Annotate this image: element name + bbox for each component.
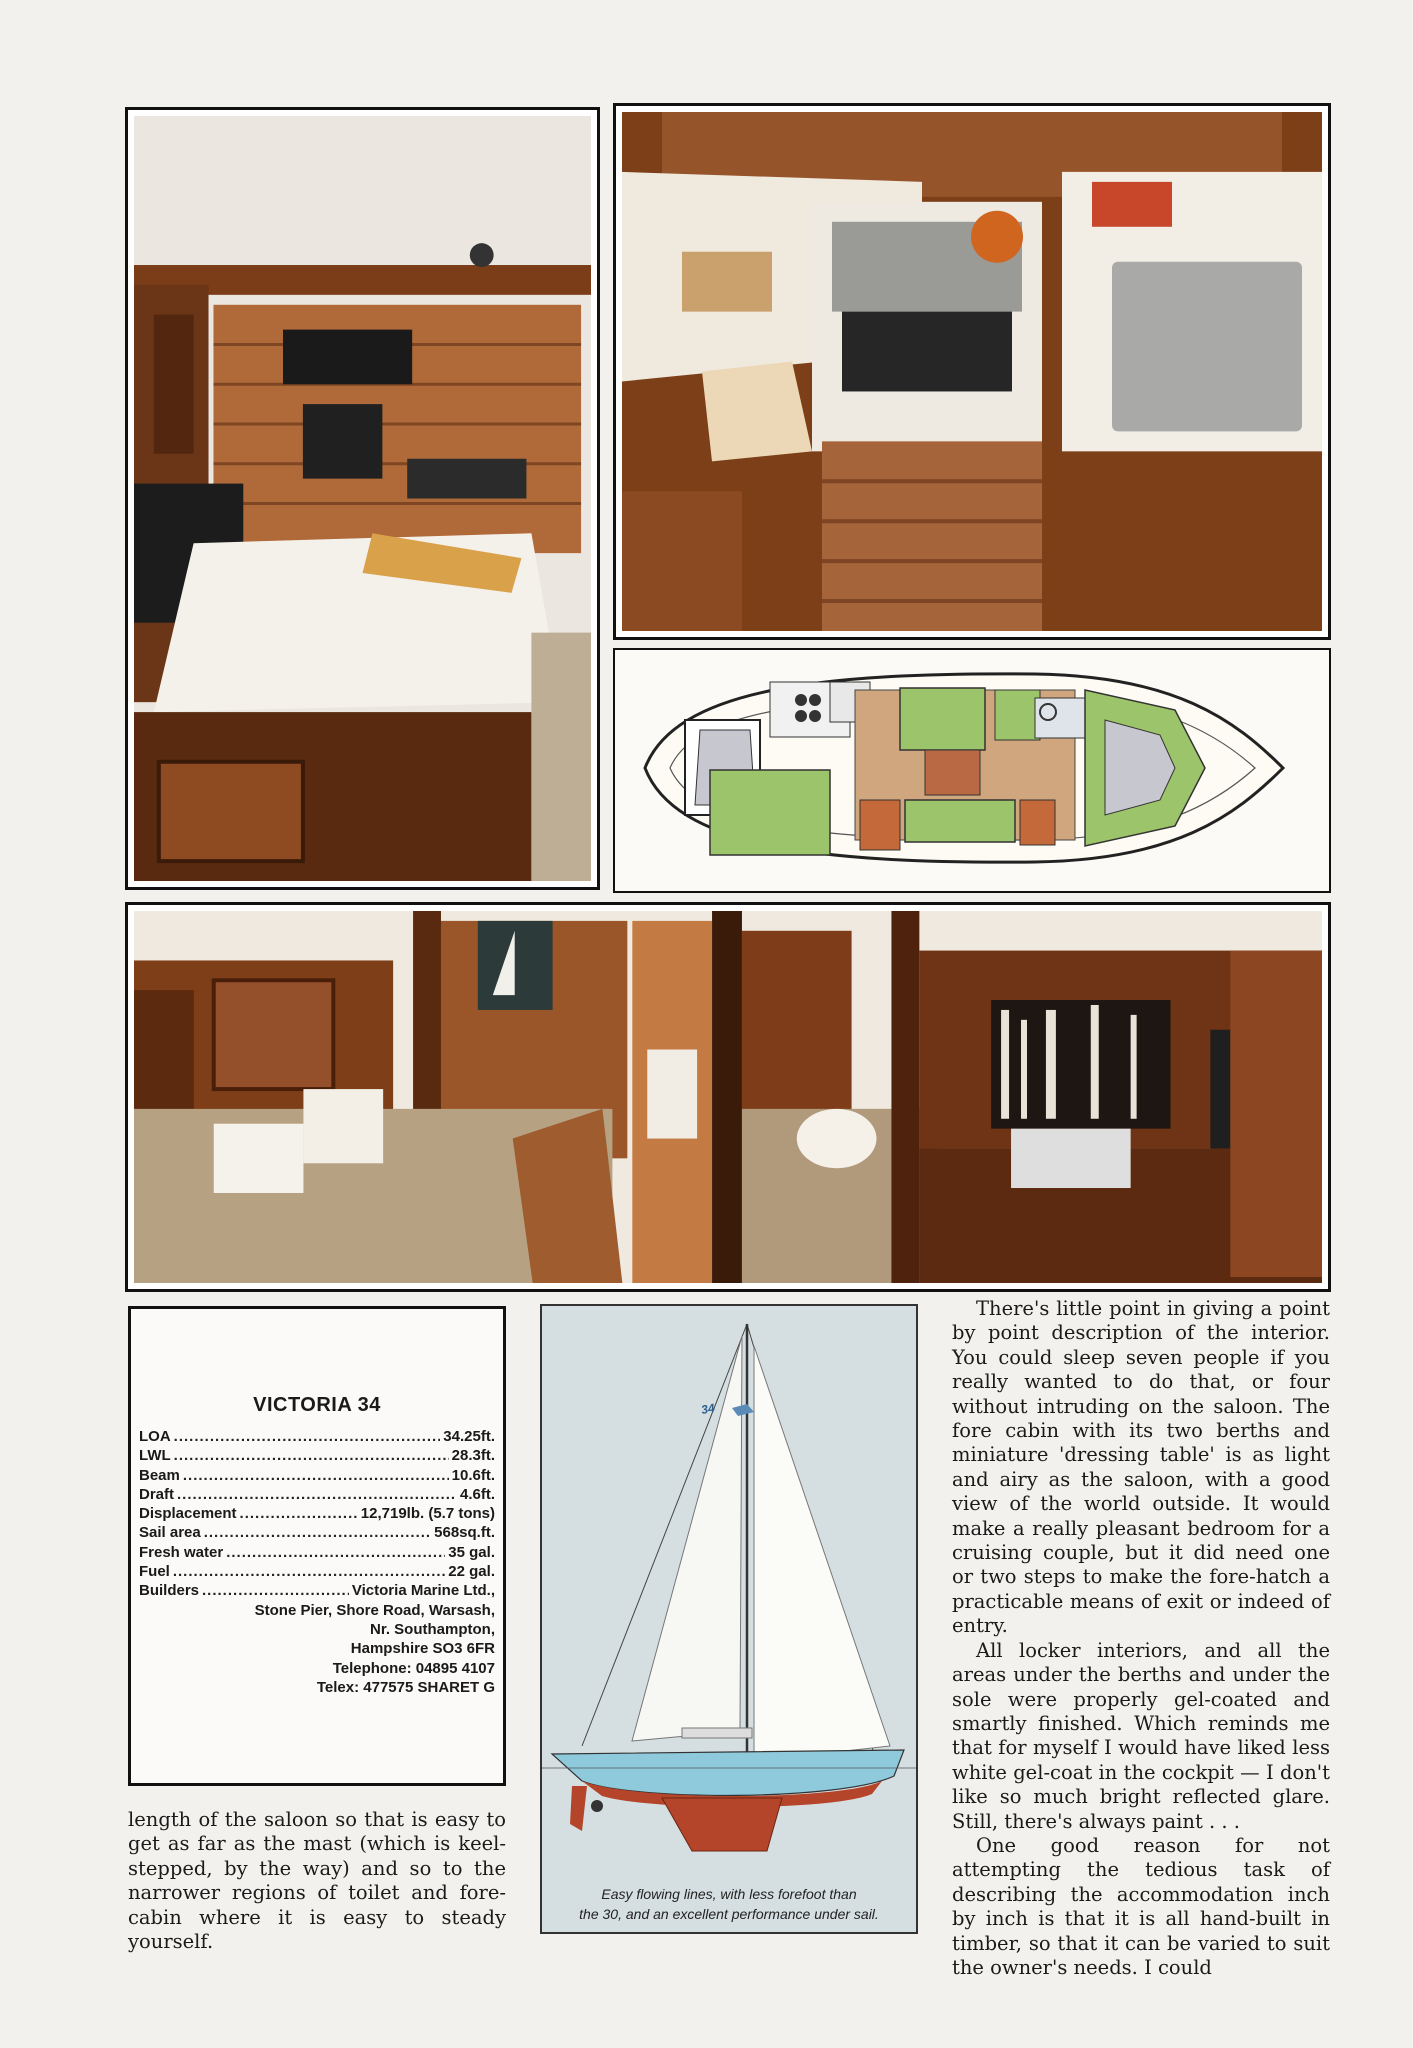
specification-box: [128, 1306, 506, 1786]
spec-label: Draft: [139, 1485, 175, 1503]
spec-row-draft: [139, 1485, 495, 1504]
builder-telephone: Telephone: 04895 4107: [332, 1659, 495, 1677]
article-paragraph: There's little point in giving a point by point description of the interior. You could sleep seven people if you really wanted to do that, or four without intruding on the saloon. The fore cabin with its two berths and miniature 'dressing table' is as light and airy as the saloon, with a good view of the world outside. It would make a really pleasant bedroom for a cruising couple, but it did need one or two steps to make the fore-hatch a practicable means of exit or indeed of entry.: [952, 1297, 1330, 1638]
spec-label: LWL: [139, 1447, 171, 1465]
spec-label: Fuel: [139, 1563, 170, 1581]
spec-label: Displacement: [139, 1505, 237, 1523]
spec-row-sail-area: [139, 1523, 495, 1542]
photo-galley: [613, 103, 1331, 640]
spec-value: 34.25ft.: [443, 1428, 495, 1445]
spec-value: 28.3ft.: [451, 1447, 495, 1465]
photo-saloon: [125, 902, 1331, 1292]
photo-chart-table: [125, 107, 600, 890]
article-right-column: [952, 1297, 1330, 1980]
sail-plan-drawing: [542, 1306, 916, 1866]
article-paragraph: One good reason for not attempting the tedious task of describing the accommodation inch by inch is that it is all hand-built in timber, so that it can be varied to suit the owner's needs. I could: [952, 1833, 1330, 1979]
builder-address-line: Stone Pier, Shore Road, Warsash,: [254, 1601, 495, 1619]
spec-value: 4.6ft.: [459, 1485, 495, 1503]
sail-plan-figure: [540, 1304, 918, 1934]
spec-value: Victoria Marine Ltd.,: [351, 1582, 495, 1600]
builder-address-line: Hampshire SO3 6FR: [350, 1640, 495, 1658]
spec-row-lwl: [139, 1446, 495, 1465]
accommodation-plan: [613, 648, 1331, 893]
spec-row-fuel: [139, 1562, 495, 1581]
spec-value: 10.6ft.: [451, 1466, 495, 1484]
spec-label: Beam: [139, 1466, 180, 1484]
spec-value: 22 gal.: [448, 1563, 495, 1581]
spec-row-fresh-water: [139, 1543, 495, 1562]
builder-address-line: Nr. Southampton,: [370, 1620, 495, 1638]
caption-line: the 30, and an excellent performance under sail.: [579, 1906, 879, 1922]
builder-telex: Telex: 477575 SHARET G: [316, 1678, 495, 1696]
spec-row-loa: [139, 1427, 495, 1446]
spec-row-beam: [139, 1466, 495, 1485]
spec-row-displacement: [139, 1504, 495, 1523]
spec-label: Fresh water: [139, 1543, 224, 1561]
spec-title: VICTORIA 34: [253, 1394, 381, 1416]
article-paragraph: All locker interiors, and all the areas under the berths and under the sole were properly gel-coated and smartly finished. Which reminds me that for myself I would have liked less white gel-coat in the cockpit — I don't like so much bright reflected glare. Still, there's always paint . . .: [952, 1638, 1330, 1833]
article-paragraph: length of the saloon so that is easy to get as far as the mast (which is keel-stepped, by the way) and so to the narrower regions of toilet and fore-cabin where it is easy to steady yourself.: [128, 1808, 506, 1954]
spec-label: LOA: [139, 1428, 171, 1445]
caption-line: Easy flowing lines, with less forefoot than: [601, 1886, 857, 1902]
spec-rows: [139, 1427, 495, 1697]
spec-value: 35 gal.: [448, 1543, 495, 1561]
spec-label: Sail area: [139, 1524, 201, 1542]
spec-label: Builders: [139, 1582, 200, 1600]
spec-value: 568sq.ft.: [434, 1524, 495, 1542]
spec-value: 12,719lb. (5.7 tons): [360, 1505, 495, 1523]
sail-plan-caption: [542, 1884, 916, 1924]
article-left-column: [128, 1808, 506, 1954]
spec-row-builders: [139, 1581, 495, 1600]
sail-number: 34: [700, 1400, 716, 1417]
